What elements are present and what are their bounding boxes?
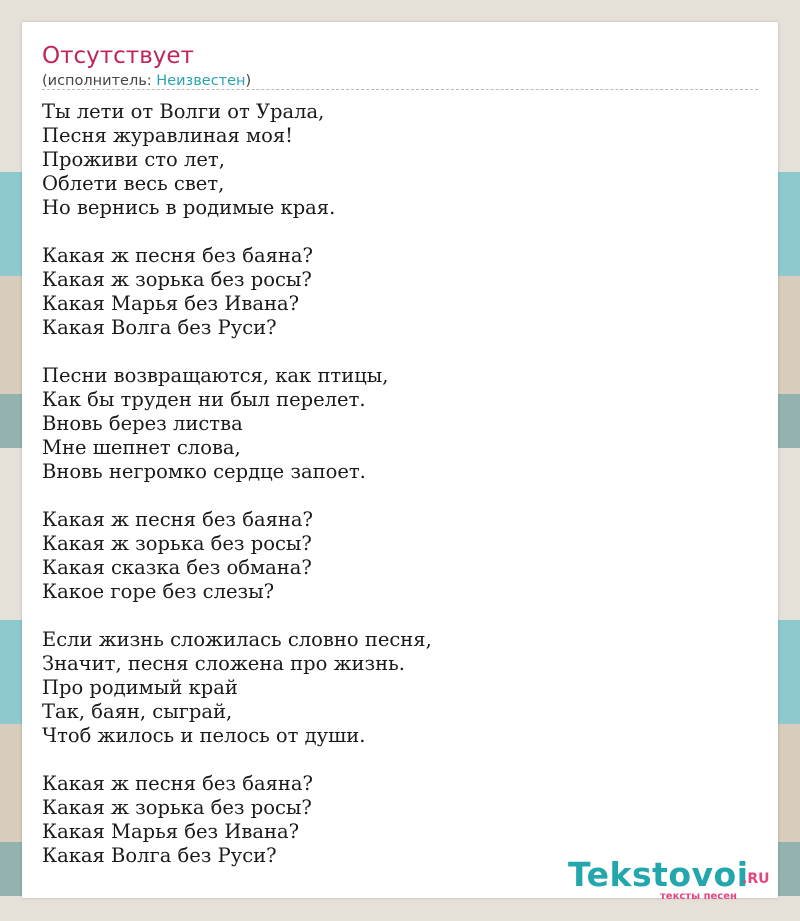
lyric-line: Песни возвращаются, как птицы, [42,364,389,387]
lyric-line: Чтоб жилось и пелось от души. [42,724,366,747]
lyric-line: Песня журавлиная моя! [42,124,294,147]
stanza [42,364,742,484]
lyric-line: Облети весь свет, [42,172,225,195]
lyric-line: Про родимый край [42,676,238,699]
site-logo[interactable] [568,856,778,900]
lyric-line: Какая Марья без Ивана? [42,292,300,315]
artist-prefix: (исполнитель: [42,73,157,89]
lyric-line: Какая Марья без Ивана? [42,820,300,843]
lyric-line: Вновь берез листва [42,412,243,435]
lyric-line: Но вернись в родимые края. [42,196,336,219]
lyric-line: Какая Волга без Руси? [42,844,277,867]
lyrics-body [42,100,742,892]
stanza [42,508,742,604]
lyric-line: Какое горе без слезы? [42,580,275,603]
lyric-line: Вновь негромко сердце запоет. [42,460,366,483]
lyric-line: Какая ж песня без баяна? [42,772,313,795]
lyric-line: Какая сказка без обмана? [42,556,312,579]
lyric-line: Мне шепнет слова, [42,436,241,459]
stanza [42,628,742,748]
lyric-line: Какая ж зорька без росы? [42,532,312,555]
lyrics-card [22,22,778,902]
lyric-line: Значит, песня сложена про жизнь. [42,652,405,675]
lyric-line: Какая ж зорька без росы? [42,796,312,819]
stanza [42,100,742,220]
lyric-line: Какая ж песня без баяна? [42,508,313,531]
stanza [42,244,742,340]
lyric-line: Как бы труден ни был перелет. [42,388,366,411]
artist-link[interactable]: Неизвестен [156,73,246,89]
logo-tagline: тексты песен [660,891,737,902]
lyric-line: Какая ж песня без баяна? [42,244,313,267]
lyric-line: Какая ж зорька без росы? [42,268,312,291]
logo-wordmark: Tekstovoi [568,855,749,894]
title-divider [42,89,758,90]
artist-suffix: ) [245,73,252,89]
lyric-line: Проживи сто лет, [42,148,225,171]
stanza [42,772,742,868]
logo-domain: .RU [742,871,770,887]
lyric-line: Какая Волга без Руси? [42,316,277,339]
artist-line [42,71,251,91]
lyric-line: Так, баян, сыграй, [42,700,233,723]
lyric-line: Ты лети от Волги от Урала, [42,100,325,123]
lyric-line: Если жизнь сложилась словно песня, [42,628,432,651]
song-title: Отсутствует [42,43,194,69]
